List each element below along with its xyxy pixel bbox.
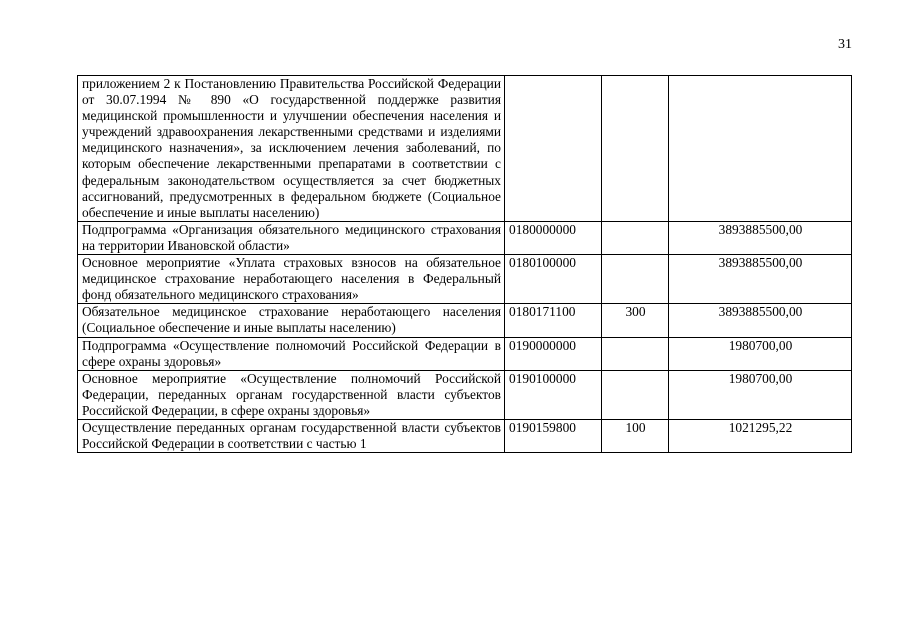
row-type-cell — [602, 76, 669, 222]
row-name-cell: приложением 2 к Постановлению Правительства Российской Федерации от 30.07.1994 № 890 «О государственной поддержке развития медицинской промышленности и улучшении обеспечения населения и учреждений здравоохранения лекарственными средствами и изделиями медицинского назначения», за исключением лечения заболеваний, по которым обеспечение лекарственными препаратами в соответствии с федеральным законодательством осуществляется за счет бюджетных ассигнований, предусмотренных в федеральном бюджете (Социальное обеспечение и иные выплаты населению) — [78, 76, 505, 222]
row-code-cell: 0190100000 — [505, 370, 602, 419]
table-row — [78, 419, 852, 452]
row-name-cell: Основное мероприятие «Уплата страховых взносов на обязательное медицинское страхование неработающего населения в Федеральный фонд обязательного медицинского страхования» — [78, 255, 505, 304]
row-name-cell: Осуществление переданных органам государственной власти субъектов Российской Федерации в соответствии с частью 1 — [78, 419, 505, 452]
row-type-cell: 300 — [602, 304, 669, 337]
row-sum-cell: 3893885500,00 — [669, 304, 852, 337]
row-sum-cell: 3893885500,00 — [669, 255, 852, 304]
table-row — [78, 370, 852, 419]
row-name-cell: Основное мероприятие «Осуществление полномочий Российской Федерации, переданных органам государственной власти субъектов Российской Федерации, в сфере охраны здоровья» — [78, 370, 505, 419]
table-row — [78, 221, 852, 254]
budget-table — [77, 75, 852, 453]
table-row — [78, 337, 852, 370]
row-type-cell: 100 — [602, 419, 669, 452]
row-type-cell — [602, 370, 669, 419]
table-row — [78, 255, 852, 304]
table-row — [78, 304, 852, 337]
row-sum-cell: 3893885500,00 — [669, 221, 852, 254]
row-code-cell: 0180100000 — [505, 255, 602, 304]
row-code-cell: 0190000000 — [505, 337, 602, 370]
row-type-cell — [602, 255, 669, 304]
row-sum-cell: 1980700,00 — [669, 370, 852, 419]
row-code-cell — [505, 76, 602, 222]
row-code-cell: 0180171100 — [505, 304, 602, 337]
row-name-cell: Подпрограмма «Организация обязательного медицинского страхования на территории Ивановской области» — [78, 221, 505, 254]
row-sum-cell — [669, 76, 852, 222]
row-name-cell: Обязательное медицинское страхование неработающего населения (Социальное обеспечение и иные выплаты населению) — [78, 304, 505, 337]
page-number: 31 — [838, 37, 852, 52]
row-type-cell — [602, 337, 669, 370]
row-code-cell: 0190159800 — [505, 419, 602, 452]
row-code-cell: 0180000000 — [505, 221, 602, 254]
row-name-cell: Подпрограмма «Осуществление полномочий Российской Федерации в сфере охраны здоровья» — [78, 337, 505, 370]
row-type-cell — [602, 221, 669, 254]
row-sum-cell: 1980700,00 — [669, 337, 852, 370]
row-sum-cell: 1021295,22 — [669, 419, 852, 452]
table-row — [78, 76, 852, 222]
